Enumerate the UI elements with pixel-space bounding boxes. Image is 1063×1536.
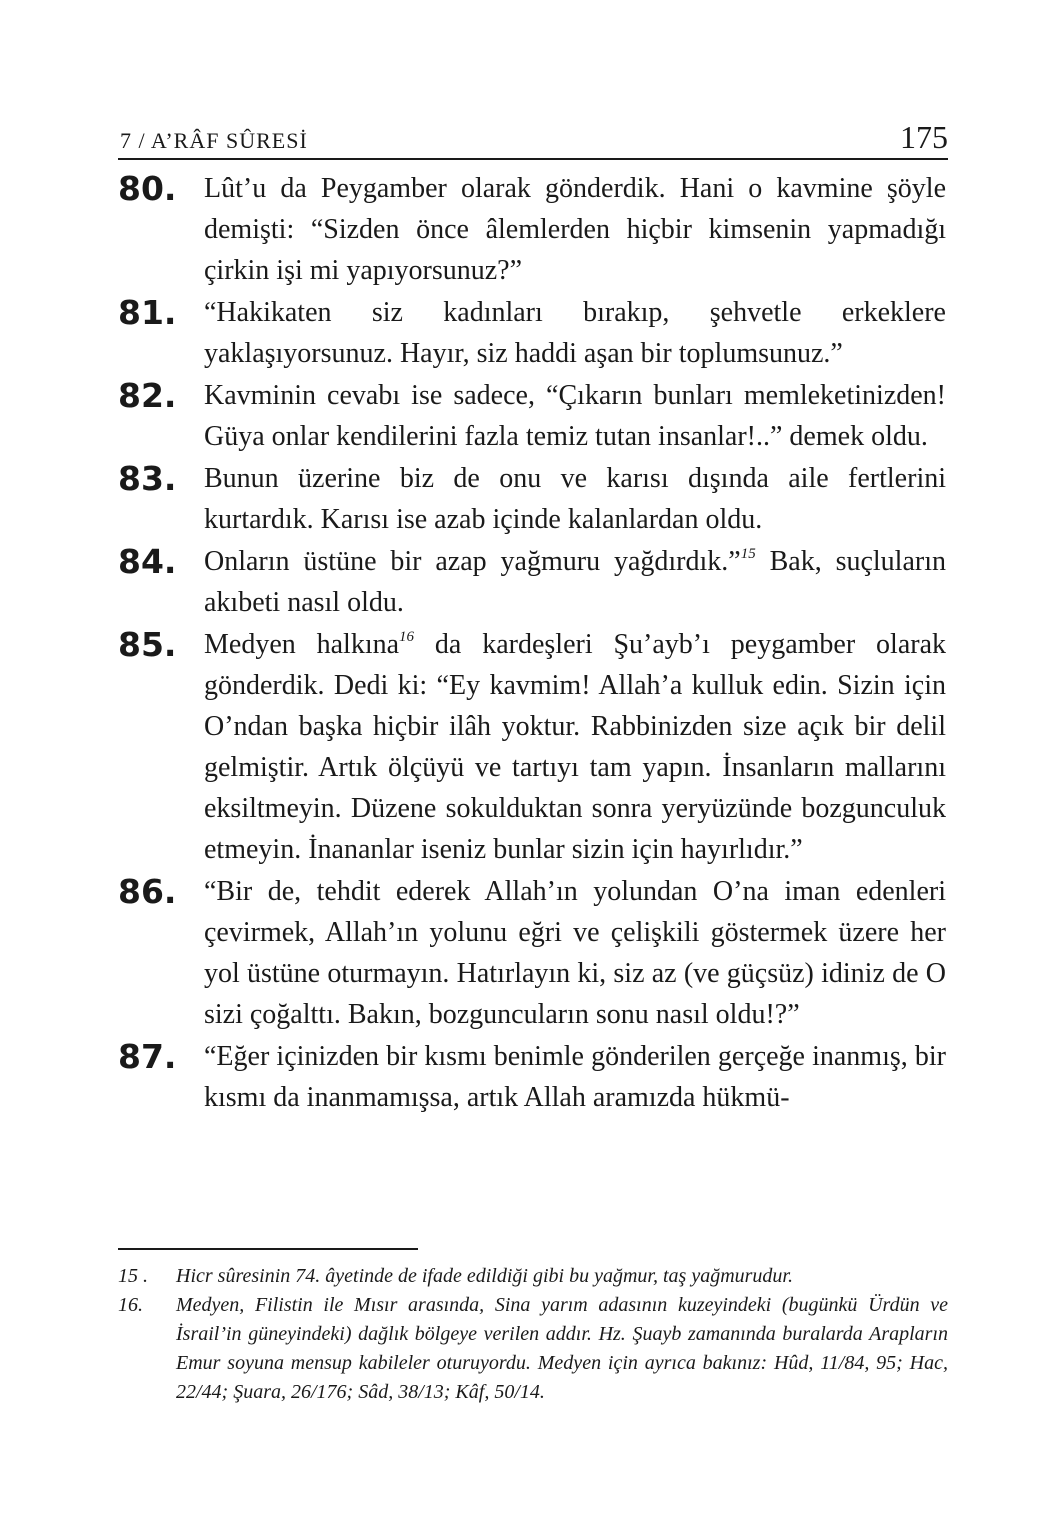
footnote-text: Hicr sûresinin 74. âyetinde de ifade edildiği gibi bu yağmur, taş yağmurudur. (176, 1265, 793, 1287)
verse-83 (118, 458, 948, 540)
verse-text-part: Bak, suçluların akıbeti nasıl oldu. (204, 546, 946, 618)
verse-number: 86. (118, 872, 177, 911)
verse-text: “Bir de, tehdit ederek Allah’ın yolundan O’na iman edenleri çevirmek, Allah’ın yolunu eğri ve çelişkili göstermek üzere her yol üstüne oturmayın. Hatırlayın ki, siz az (ve güçsüz) idiniz de O sizi çoğalttı. Bakın, bozguncuların sonu nasıl oldu!?” (204, 876, 946, 1030)
verse-number: 83. (118, 459, 177, 498)
footnote-divider (118, 1248, 418, 1250)
verse-text: “Eğer içinizden bir kısmı benimle gönderilen gerçeğe inanmış, bir kısmı da inanmamışsa, artık Allah aramızda hükmü- (204, 1041, 946, 1113)
verse-list (118, 168, 948, 1119)
verse-80 (118, 168, 948, 291)
verse-number: 85. (118, 625, 177, 664)
verse-number: 82. (118, 376, 177, 415)
verse-text: “Hakikaten siz kadınları bırakıp, şehvetle erkeklere yaklaşıyorsunuz. Hayır, siz haddi aşan bir toplumsunuz.” (204, 297, 946, 369)
footnote-15 (118, 1262, 948, 1291)
verse-number: 87. (118, 1037, 177, 1076)
verse-text (204, 624, 946, 870)
footnote-list (118, 1262, 948, 1407)
verse-86 (118, 871, 948, 1035)
verse-81 (118, 292, 948, 374)
verse-84 (118, 541, 948, 623)
footnote-ref-15[interactable]: 15 (740, 546, 756, 562)
verse-text: Lût’u da Peygamber olarak gönderdik. Hani o kavmine şöyle demişti: “Sizden önce âlemlerden hiçbir kimsenin yapmadığı çirkin işi mi yapıyorsunuz?” (204, 173, 946, 286)
verse-number: 80. (118, 169, 177, 208)
footnote-16 (118, 1291, 948, 1407)
verse-number: 81. (118, 293, 177, 332)
verse-text-part: Medyen halkına (204, 629, 400, 660)
verse-text-part: da kardeşleri Şu’ayb’ı peygamber olarak gönderdik. Dedi ki: “Ey kavmim! Allah’a kulluk edin. Sizin için O’ndan başka hiçbir ilâh yoktur. Rabbinizden size açık bir delil gelmiştir. Artık ölçüyü ve tartıyı tam yapın. İnsanların mallarını eksiltmeyin. Düzene sokulduktan sonra yeryüzünde bozgunculuk etmeyin. İnananlar iseniz bunlar sizin için hayırlıdır.” (204, 629, 946, 865)
verse-number: 84. (118, 542, 177, 581)
footnote-number: 15 . (118, 1265, 148, 1287)
page-header (118, 112, 948, 160)
verse-85 (118, 624, 948, 870)
verse-text: Bunun üzerine biz de onu ve karısı dışında aile fertlerini kurtardık. Karısı ise azab içinde kalanlardan oldu. (204, 463, 946, 535)
footnote-number: 16. (118, 1294, 143, 1316)
verse-text: Kavminin cevabı ise sadece, “Çıkarın bunları memleketinizden! Güya onlar kendilerini fazla temiz tutan insanlar!..” demek oldu. (204, 380, 946, 452)
verse-text (204, 541, 946, 623)
verse-text-part: Onların üstüne bir azap yağmuru yağdırdık.” (204, 546, 741, 577)
footnote-ref-16[interactable]: 16 (399, 629, 415, 645)
footnote-text: Medyen, Filistin ile Mısır arasında, Sina yarım adasının kuzeyindeki (bugünkü Ürdün ve İsrail’in güneyindeki) dağlık bölgeye verilen addır. Hz. Şuayb zamanında buralarda Arapların Emur soyuna mensup kabileler oturuyordu. Medyen için ayrıca bakınız: Hûd, 11/84, 95; Hac, 22/44; Şuara, 26/176; Sâd, 38/13; Kâf, 50/14. (176, 1294, 948, 1403)
verse-82 (118, 375, 948, 457)
running-title: 7 / A’RÂF SÛRESİ (120, 128, 308, 153)
page-number: 175 (900, 119, 948, 155)
verse-87 (118, 1036, 948, 1118)
